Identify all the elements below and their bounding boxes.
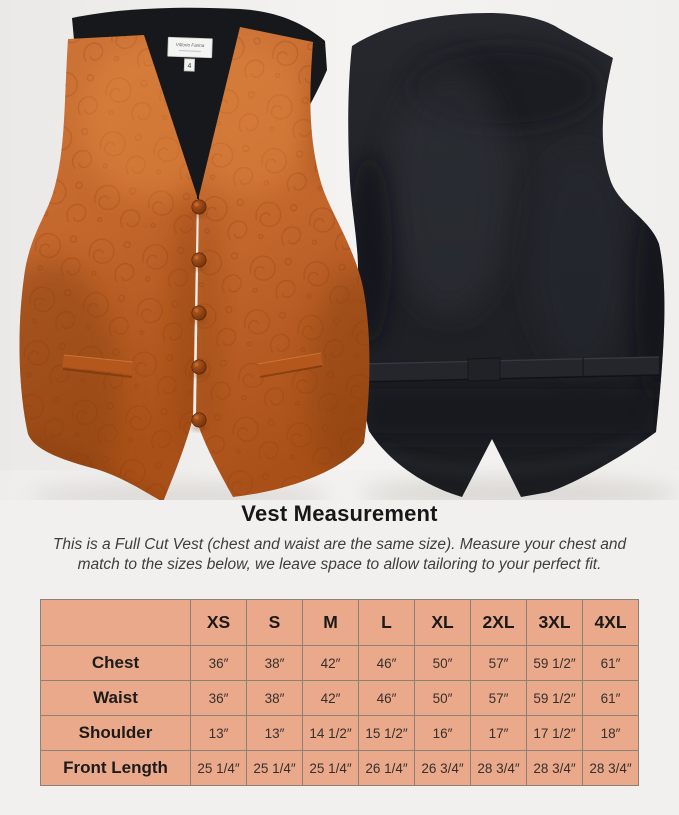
- description-line-1: This is a Full Cut Vest (chest and waist are the same size). Measure your chest and: [52, 536, 627, 553]
- size-value: 28 3/4″: [583, 751, 639, 786]
- section-title: Vest Measurement: [241, 501, 438, 526]
- table-corner-cell: [41, 600, 191, 646]
- measurement-section: [0, 501, 679, 575]
- size-value: 38″: [247, 681, 303, 716]
- size-value: 50″: [415, 681, 471, 716]
- table-row: [41, 681, 639, 716]
- size-value: 16″: [415, 716, 471, 751]
- measurement-row-label: Front Length: [41, 751, 191, 786]
- size-column-header: XS: [191, 600, 247, 646]
- size-value: 38″: [247, 646, 303, 681]
- size-column-header: S: [247, 600, 303, 646]
- size-value: 59 1/2″: [527, 646, 583, 681]
- size-value: 26 3/4″: [415, 751, 471, 786]
- size-tag-text: 4: [187, 62, 192, 71]
- description-line-2: match to the sizes below, we leave space to allow tailoring to your perfect fit.: [77, 556, 602, 573]
- measurement-row-label: Waist: [41, 681, 191, 716]
- size-column-header: 2XL: [471, 600, 527, 646]
- size-value: 13″: [247, 716, 303, 751]
- strap-adjuster: [468, 358, 500, 381]
- vest-button: [191, 360, 207, 378]
- section-description: [0, 535, 679, 575]
- size-value: 42″: [303, 681, 359, 716]
- size-value: 36″: [191, 681, 247, 716]
- table-row: [41, 646, 639, 681]
- size-value: 18″: [583, 716, 639, 751]
- size-value: 28 3/4″: [527, 751, 583, 786]
- size-value: 25 1/4″: [191, 751, 247, 786]
- measurement-row-label: Chest: [41, 646, 191, 681]
- table-row: [41, 751, 639, 786]
- size-column-header: 4XL: [583, 600, 639, 646]
- table-header-row: [41, 600, 639, 646]
- brand-label-text: Vittorio Farina: [175, 42, 205, 48]
- vest-button: [191, 253, 207, 271]
- size-column-header: XL: [415, 600, 471, 646]
- size-value: 15 1/2″: [359, 716, 415, 751]
- size-value: 25 1/4″: [303, 751, 359, 786]
- size-value: 61″: [583, 646, 639, 681]
- size-value: 13″: [191, 716, 247, 751]
- size-value: 57″: [471, 681, 527, 716]
- size-value: 50″: [415, 646, 471, 681]
- size-value: 17″: [471, 716, 527, 751]
- vest-button: [191, 413, 207, 431]
- size-value: 17 1/2″: [527, 716, 583, 751]
- size-column-header: 3XL: [527, 600, 583, 646]
- vest-button: [191, 306, 207, 324]
- table-row: [41, 716, 639, 751]
- measurement-row-label: Shoulder: [41, 716, 191, 751]
- size-value: 42″: [303, 646, 359, 681]
- size-value: 28 3/4″: [471, 751, 527, 786]
- size-value: 57″: [471, 646, 527, 681]
- size-value: 36″: [191, 646, 247, 681]
- size-value: 26 1/4″: [359, 751, 415, 786]
- size-table: [40, 599, 639, 786]
- size-value: 46″: [359, 681, 415, 716]
- size-column-header: M: [303, 600, 359, 646]
- size-value: 14 1/2″: [303, 716, 359, 751]
- vest-button: [191, 200, 207, 218]
- size-value: 46″: [359, 646, 415, 681]
- size-value: 59 1/2″: [527, 681, 583, 716]
- size-column-header: L: [359, 600, 415, 646]
- size-value: 25 1/4″: [247, 751, 303, 786]
- size-value: 61″: [583, 681, 639, 716]
